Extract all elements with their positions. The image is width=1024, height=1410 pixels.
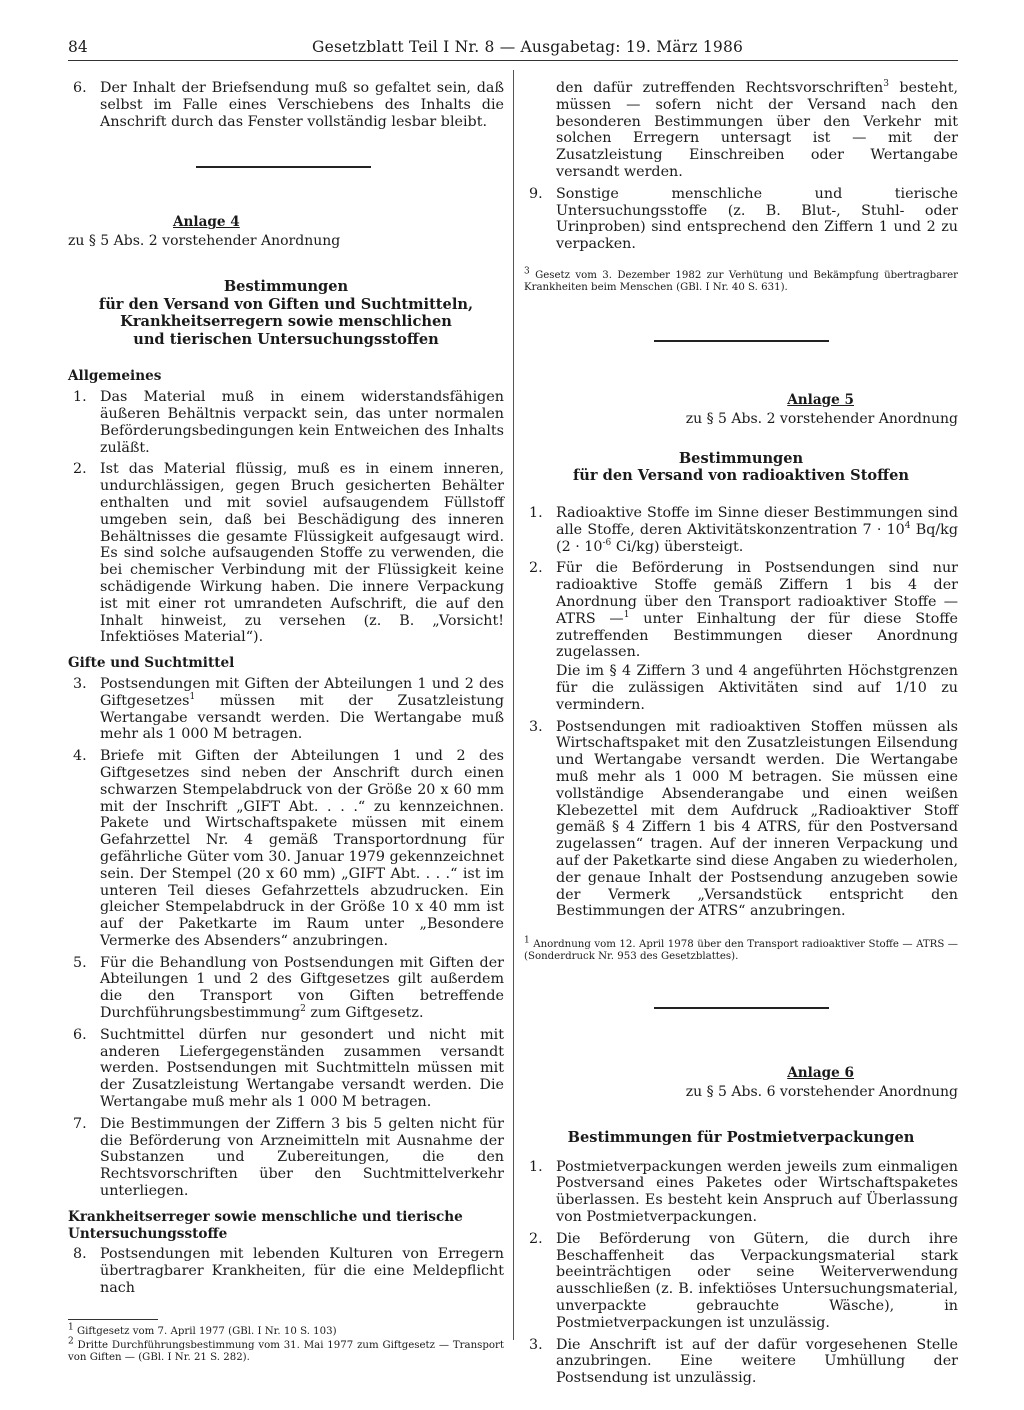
anlage-5-label: Anlage 5 [787, 391, 854, 408]
subheading-allgemeines: Allgemeines [68, 368, 162, 385]
list-item: 5. Für die Behandlung von Postsendungen mit Giften der Abteilungen 1 und 2 des Giftgesetzes gilt außerdem die den Transport von Giften betreffende Durchführungsbestimmung$^2$ zum Giftgesetz. [73, 954, 504, 1022]
subheading-krankheitserreger: Krankheitserreger sowie menschliche und tierische Untersuchungsstoffe [68, 1208, 463, 1242]
left-column [68, 80, 504, 1364]
anlage-5-title: Bestimmungen für den Versand von radioaktiven Stoffen [572, 449, 910, 485]
anlage-5-reference: zu § 5 Abs. 2 vorstehender Anordnung [685, 410, 958, 427]
list-item: 2. Ist das Material flüssig, muß es in einem inneren, undurchlässigen, gegen Bruch gesicherten Behälter enthalten und mit soviel aufsaugendem Füllstoff umgeben sein, daß bei Beschädigung des inneren Behältnisses die gesamte Flüssigkeit aufgesaugt wird. Es sind solche aufsaugenden Stoffe zu verwenden, die bei chemischer Verbindung mit der Flüssigkeit keine schädigende Wirkung haben. Die innere Verpackung ist mit einer rot umrandeten Aufschrift, die auf den Inhalt hinweist, zu versehen (z. B. „Vorsicht! Infektiöses Material“). [73, 461, 504, 646]
footnote-rule [68, 1319, 158, 1320]
anlage-4-label: Anlage 4 [173, 214, 240, 231]
list-item: 2. Die Beförderung von Gütern, die durch ihre Beschaffenheit das Verpackungsmaterial stark beeinträchtigen oder seine Weiterverwendung ausschließen (z. B. infektiöses Untersuchungsmaterial, unverpackte gebrauchte Wäsche), in Postmietverpackungen ist unzulässig. [529, 1230, 958, 1331]
column-separator [513, 70, 514, 1340]
anlage-4-reference: zu § 5 Abs. 2 vorstehender Anordnung [68, 233, 341, 250]
footnote: $^1$ Anordnung vom 12. April 1978 über den Transport radioaktiver Stoffe — ATRS — (Sonderdruck Nr. 953 des Gesetzblattes). [524, 935, 958, 963]
list-item: 9. Sonstige menschliche und tierische Untersuchungsstoffe (z. B. Blut-, Stuhl- oder Urinproben) sind entsprechend den Ziffern 1 und 2 zu verpacken. [529, 185, 958, 253]
list-item: 7. Die Bestimmungen der Ziffern 3 bis 5 gelten nicht für die Beförderung von Arzneimitteln mit Ausnahme der Substanzen und Zubereitungen, die den Rechtsvorschriften über den Suchtmittelverkehr unterliegen. [73, 1115, 504, 1200]
list-item: 4. Briefe mit Giften der Abteilungen 1 und 2 des Giftgesetzes sind neben der Anschrift durch einen schwarzen Stempelabdruck von der Größe 20 x 60 mm mit der Inschrift „GIFT Abt. . . .“ zu kennzeichnen. Pakete und Wirtschaftspakete müssen mit einem Gefahrzettel Nr. 4 gemäß Transportordnung für gefährliche Güter vom 30. Januar 1979 gekennzeichnet sein. Der Stempel (20 x 60 mm) „GIFT Abt. . . .“ ist im unteren Teil dieses Gefahrzettels abzudrucken. Ein gleicher Stempelabdruck in der Größe 10 x 40 mm ist auf der Paketkarte im Raum unter „Besondere Vermerke des Absenders“ anzubringen. [73, 748, 504, 949]
list-item: 3. Die Anschrift ist auf der dafür vorgesehenen Stelle anzubringen. Eine weitere Umhüllung der Postsendung ist unzulässig. [529, 1336, 958, 1387]
right-column [524, 80, 958, 1392]
list-item: 3. Postsendungen mit Giften der Abteilungen 1 und 2 des Giftgesetzes$^1$ müssen mit der Zusatzleistung Wertangabe versandt werden. Die Wertangabe muß mehr als 1 000 M betragen. [73, 675, 504, 743]
anlage-4-title: Bestimmungen für den Versand von Giften und Suchtmitteln, Krankheitserregern sowie menschlichen und tierischen Untersuchungsstoffen [98, 278, 474, 348]
list-item: 1. Postmietverpackungen werden jeweils zum einmaligen Postversand eines Paketes oder Wirtschaftspaketes überlassen. Es besteht kein Anspruch auf Überlassung von Postmietverpackungen. [529, 1158, 958, 1225]
list-item: 1. Das Material muß in einem widerstandsfähigen äußeren Behältnis verpackt sein, das unter normalen Beförderungsbedingungen kein Entweichen des Inhalts zuläßt. [73, 389, 504, 456]
list-item: 1. Radioaktive Stoffe im Sinne dieser Bestimmungen sind alle Stoffe, deren Aktivitätskonzentration $7 \cdot 10^4$ Bq/kg ($2 \cdot 10^{-6}$ Ci/kg) übersteigt. [529, 504, 958, 555]
list-item: 6. Der Inhalt der Briefsendung muß so gefaltet sein, daß selbst im Falle eines Verschiebens des Inhalts die Anschrift durch das Fenster vollständig lesbar bleibt. [73, 80, 504, 130]
anlage-6-title: Bestimmungen für Postmietverpackungen [567, 1129, 915, 1147]
list-item: 2. Für die Beförderung in Postsendungen sind nur radioaktive Stoffe gemäß Ziffern 1 bis 4 der Anordnung über den Transport radioaktiver Stoffe — ATRS —$^1$ unter Einhaltung der für diese Stoffe zutreffenden Bestimmungen dieser Anordnung zugelassen. [529, 560, 959, 661]
anlage-6-reference: zu § 5 Abs. 6 vorstehender Anordnung [685, 1084, 958, 1101]
anlage-6-label: Anlage 6 [787, 1065, 854, 1082]
list-item-continuation: den dafür zutreffenden Rechtsvorschriften$^3$ besteht, müssen — sofern nicht der Versand nach den besonderen Bestimmungen über den Verkehr mit solchen Erregern untersagt ist — mit der Zusatzleistung Einschreiben oder Wertangabe versandt werden. [556, 79, 958, 180]
footnote: $^3$ Gesetz vom 3. Dezember 1982 zur Verhütung und Bekämpfung übertragbarer Krankheiten beim Menschen (GBl. I Nr. 40 S. 631). [524, 266, 958, 293]
page-header [0, 38, 1024, 62]
list-item-continuation: Die im § 4 Ziffern 3 und 4 angeführten Höchstgrenzen für die zulässigen Aktivitäten sind auf 1/10 zu vermindern. [556, 663, 958, 713]
list-item: 6. Suchtmittel dürfen nur gesondert und nicht mit anderen Liefergegenständen zusammen versandt werden. Postsendungen mit Suchtmitteln müssen mit der Zusatzleistung Wertangabe versandt werden. Die Wertangabe muß mehr als 1 000 M betragen. [73, 1026, 504, 1111]
running-title: Gesetzblatt Teil I Nr. 8 — Ausgabetag: 19. März 1986 [312, 38, 744, 56]
list-item: 3. Postsendungen mit radioaktiven Stoffen müssen als Wirtschaftspaket mit den Zusatzleistungen Eilsendung und Wertangabe versandt werden. Die Wertangabe muß mehr als 1 000 M betragen. Sie müssen eine vollständige Absenderangabe und einen weißen Klebezettel mit dem Aufdruck „Radioaktiver Stoff gemäß § 4 Ziffern 1 bis 4 ATRS, für den Postversand zugelassen“ tragen. Auf der inneren Verpackung und auf der Paketkarte sind diese Angaben zu wiederholen, der genaue Inhalt der Postsendung anzugeben sowie der Vermerk „Versandstück entspricht den Bestimmungen der ATRS“ anzubringen. [529, 718, 958, 920]
subheading-gifte: Gifte und Suchtmittel [68, 655, 235, 672]
footnote: $^1$ Giftgesetz vom 7. April 1977 (GBl. I Nr. 10 S. 103) [68, 1322, 337, 1337]
page-number: 84 [68, 38, 88, 56]
list-item: 8. Postsendungen mit lebenden Kulturen von Erregern übertragbarer Krankheiten, für die eine Meldepflicht nach [73, 1246, 504, 1297]
header-rule [68, 60, 958, 61]
footnote: $^2$ Dritte Durchführungsbestimmung vom 31. Mai 1977 zum Giftgesetz — Transport von Giften — (GBl. I Nr. 21 S. 282). [68, 1336, 504, 1363]
